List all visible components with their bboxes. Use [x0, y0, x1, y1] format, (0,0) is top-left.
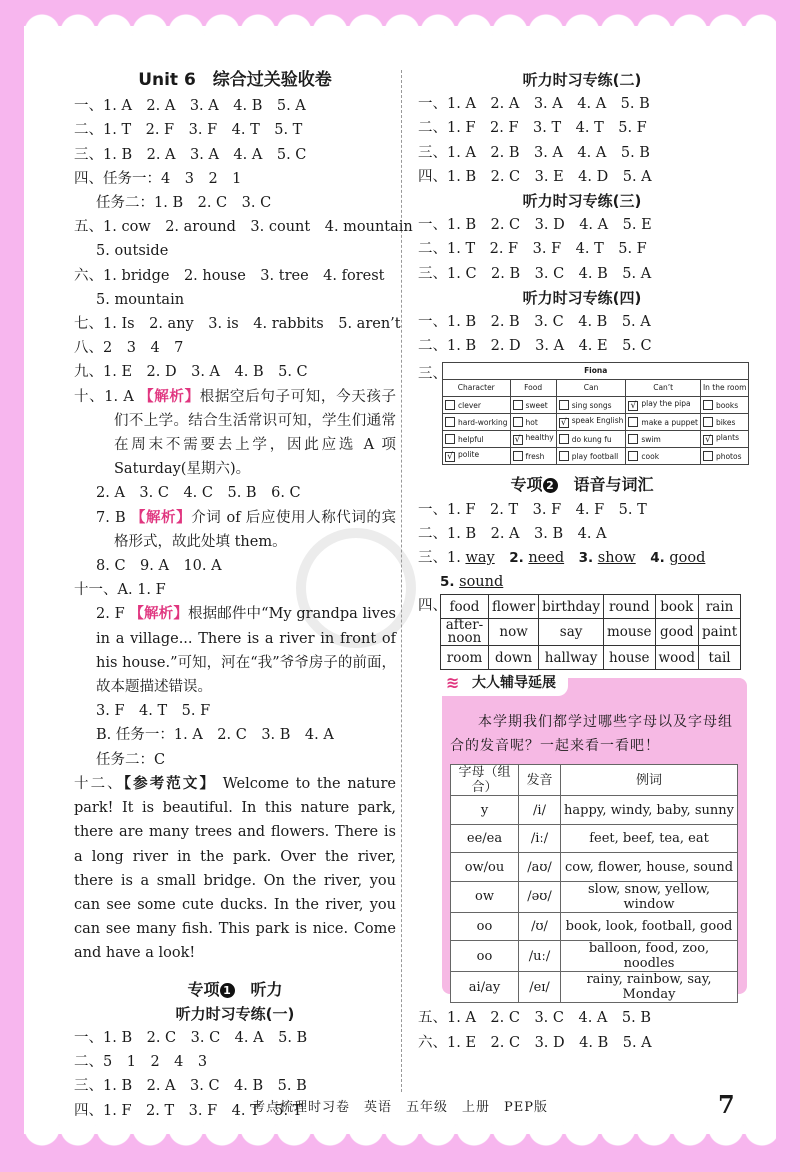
- word-cell: tail: [699, 646, 741, 670]
- answer-line: 六、1. E 2. C 3. D 4. B 5. A: [418, 1034, 652, 1051]
- answer-line: B. 任务一：1. A 2. C 3. B 4. A: [96, 727, 334, 744]
- fiona-cell: [443, 448, 511, 465]
- phonics-cell: /eɪ/: [519, 972, 561, 1003]
- fiona-row: [443, 414, 749, 431]
- answer-word: sound: [459, 574, 504, 591]
- answer-line: 二、1. T 2. F 3. F 4. T 5. F: [418, 241, 647, 258]
- fiona-row: [443, 448, 749, 465]
- answer-line: 三、1. A 2. B 3. A 4. A 5. B: [418, 144, 650, 161]
- answer-line: 五、1. A 2. C 3. C 4. A 5. B: [418, 1010, 652, 1027]
- fiona-cell: [700, 448, 748, 465]
- phonics-cell: balloon, food, zoo, noodles: [561, 941, 738, 972]
- fiona-cell: [510, 431, 556, 448]
- word-cell: now: [489, 619, 539, 646]
- explanation-text: 根据邮件中“My grandpa lives in a village... There is a river in front of his house.”可知，河在“我”爷爷房子的前面，故本题描述错误。: [96, 606, 396, 696]
- answer-line: 一、1. A 2. A 3. A 4. A 5. B: [418, 96, 650, 113]
- subsection-heading: 听力时习专练(四): [522, 288, 642, 307]
- fiona-cell: [626, 397, 701, 414]
- question-number: 四、: [418, 598, 447, 615]
- fiona-item: make a puppet: [641, 418, 698, 428]
- word-cell: food: [441, 595, 489, 619]
- fiona-cell: [700, 397, 748, 414]
- phonics-header: 例词: [561, 765, 738, 796]
- answer-line: 三、1. way 2. need 3. show 4. good: [418, 550, 706, 567]
- checkbox: √: [445, 452, 455, 462]
- fiona-item: sweet: [525, 401, 548, 411]
- word-cell: wood: [655, 646, 698, 670]
- answer-line: 3. F 4. T 5. F: [96, 703, 211, 720]
- fiona-cell: [626, 448, 701, 465]
- section-label: 专项: [187, 979, 220, 999]
- unit-title: Unit 6 综合过关验收卷: [138, 70, 332, 90]
- section-heading: [418, 473, 746, 497]
- fiona-item: healthy: [525, 432, 554, 442]
- phonics-row: [451, 912, 738, 941]
- word-row: [441, 619, 741, 646]
- fiona-item: cook: [641, 452, 660, 462]
- answer-line: 一、1. A 2. A 3. A 4. B 5. A: [74, 98, 306, 115]
- fiona-row: [443, 397, 749, 414]
- word-cell: room: [441, 646, 489, 670]
- answer-line: 五、1. cow 2. around 3. count 4. mountain: [74, 219, 413, 236]
- fiona-row: [443, 431, 749, 448]
- answer-line: 任务二：1. B 2. C 3. C: [96, 195, 272, 212]
- fiona-item: play the pipa: [641, 398, 691, 408]
- answer-explanation: [74, 602, 396, 699]
- answer-line: 二、1. F 2. F 3. T 4. T 5. F: [418, 120, 647, 137]
- answer-line: 四、任务一：4 3 2 1: [74, 170, 242, 187]
- phonics-cell: ow/ou: [451, 853, 519, 882]
- answer-line: 八、2 3 4 7: [74, 340, 184, 357]
- answer-explanation: [74, 385, 396, 482]
- section-label: 专项: [510, 475, 543, 495]
- model-essay: [74, 772, 396, 966]
- phonics-table: [450, 764, 738, 1003]
- phonics-row: [451, 853, 738, 882]
- answer-word: way: [465, 550, 495, 567]
- answer-word: good: [669, 550, 706, 567]
- fiona-item: sing songs: [571, 401, 612, 411]
- fiona-title: Fiona: [443, 363, 749, 380]
- phonics-cell: /uː/: [519, 941, 561, 972]
- checkbox: [513, 417, 523, 427]
- phonics-cell: feet, beef, tea, eat: [561, 824, 738, 853]
- word-sort-table: [440, 594, 741, 670]
- fiona-item: helpful: [458, 435, 484, 445]
- word-row: [441, 646, 741, 670]
- answer-line: 一、1. B 2. C 3. D 4. A 5. E: [418, 217, 652, 234]
- checkbox: √: [559, 418, 569, 428]
- phonics-cell: book, look, football, good: [561, 912, 738, 941]
- word-cell: rain: [699, 595, 741, 619]
- phonics-cell: /ʊ/: [519, 912, 561, 941]
- fiona-cell: [443, 431, 511, 448]
- fiona-cell: [626, 431, 701, 448]
- phonics-cell: rainy, rainbow, say, Monday: [561, 972, 738, 1003]
- analysis-label: 【解析】: [130, 509, 192, 526]
- phonics-row: [451, 941, 738, 972]
- word-cell: down: [489, 646, 539, 670]
- fiona-item: bikes: [715, 418, 736, 428]
- fiona-header: Food: [510, 380, 556, 397]
- phonics-header: 字母（组合）: [451, 765, 519, 796]
- section-number-badge: 1: [220, 983, 235, 998]
- question-number: 三、1.: [418, 550, 461, 567]
- word-cell: book: [655, 595, 698, 619]
- checkbox: [628, 451, 638, 461]
- explanation-text: 根据空后句子可知，今天孩子们不上学。结合生活常识可知，学生们通常在周末不需要去上学，因此应选 A 项 Saturday(星期六)。: [114, 388, 397, 478]
- answer-line: 任务二：C: [96, 751, 166, 768]
- model-essay-label: 【参考范文】: [123, 774, 217, 792]
- checkbox: [445, 400, 455, 410]
- section-heading: [74, 978, 396, 1002]
- left-edge-decoration: [12, 56, 24, 1092]
- fiona-cell: [700, 431, 748, 448]
- phonics-cell: ai/ay: [451, 972, 519, 1003]
- answer-text: 十、1. A: [74, 388, 134, 405]
- phonics-cell: ee/ea: [451, 824, 519, 853]
- word-row: [441, 595, 741, 619]
- answer-line: 七、1. Is 2. any 3. is 4. rabbits 5. aren’t: [74, 316, 401, 333]
- answer-line: 2. A 3. C 4. C 5. B 6. C: [96, 485, 301, 502]
- phonics-row: [451, 796, 738, 825]
- phonics-cell: oo: [451, 912, 519, 941]
- explanation-text: 介词 of 后应使用人称代词的宾格形式，故此处填 them。: [114, 509, 396, 550]
- checkbox: [703, 417, 713, 427]
- subsection-heading: 听力时习专练(二): [522, 71, 642, 89]
- phonics-cell: y: [451, 796, 519, 825]
- phonics-cell: oo: [451, 941, 519, 972]
- page-footer: 考点梳理时习卷 英语 五年级 上册 PEP版: [252, 1100, 548, 1115]
- word-cell: house: [604, 646, 656, 670]
- fiona-table: [442, 362, 749, 465]
- fiona-header: In the room: [700, 380, 748, 397]
- answer-line: 三、1. C 2. B 3. C 4. B 5. A: [418, 265, 652, 282]
- phonics-cell: slow, snow, yellow, window: [561, 881, 738, 912]
- answer-explanation: [74, 506, 396, 554]
- word-cell: hallway: [539, 646, 604, 670]
- answer-text: 7. B: [96, 509, 126, 526]
- fiona-item: fresh: [525, 452, 545, 462]
- answer-line: 一、1. F 2. T 3. F 4. F 5. T: [418, 501, 647, 518]
- fiona-cell: [443, 414, 511, 431]
- fiona-item: plants: [715, 432, 739, 442]
- answer-line: 九、1. E 2. D 3. A 4. B 5. C: [74, 364, 308, 381]
- answer-line: 5. mountain: [96, 291, 185, 308]
- phonics-cell: ow: [451, 881, 519, 912]
- section-number-badge: 2: [543, 478, 558, 493]
- answer-text: 2. F: [96, 606, 125, 623]
- word-sort-block: [418, 594, 746, 670]
- word-cell: flower: [489, 595, 539, 619]
- word-cell: paint: [699, 619, 741, 646]
- word-cell: birthday: [539, 595, 604, 619]
- page-number: 7: [718, 1090, 735, 1119]
- fiona-cell: [626, 414, 701, 431]
- answer-word: need: [528, 550, 565, 567]
- checkbox: [513, 451, 523, 461]
- checkbox: [628, 434, 638, 444]
- section-name: 听力: [234, 979, 283, 999]
- fiona-cell: [556, 414, 626, 431]
- parent-guide-tag: [438, 670, 568, 696]
- parent-guide-box: [442, 673, 747, 1003]
- checkbox: [559, 434, 569, 444]
- checkbox: [703, 400, 713, 410]
- phonics-header: 发音: [519, 765, 561, 796]
- checkbox: [513, 400, 523, 410]
- question-number: 三、: [418, 366, 447, 383]
- top-scallop-border: [24, 26, 776, 66]
- fiona-cell: [510, 397, 556, 414]
- checkbox: √: [628, 401, 638, 411]
- phonics-cell: /əʊ/: [519, 881, 561, 912]
- fiona-cell: [556, 397, 626, 414]
- fiona-item: clever: [458, 401, 481, 411]
- fiona-cell: [700, 414, 748, 431]
- checkbox: [445, 434, 455, 444]
- checkbox: √: [703, 435, 713, 445]
- analysis-label: 【解析】: [129, 606, 188, 623]
- subsection-heading: 听力时习专练(三): [522, 192, 642, 211]
- fiona-item: speak English: [571, 415, 624, 425]
- answer-line: 一、1. B 2. C 3. C 4. A 5. B: [74, 1029, 308, 1046]
- fiona-cell: [556, 431, 626, 448]
- phonics-cell: /i/: [519, 796, 561, 825]
- answer-line: 三、1. B 2. A 3. A 4. A 5. C: [74, 146, 307, 163]
- fiona-item: play football: [571, 452, 619, 462]
- parent-guide-intro: 本学期我们都学过哪些字母以及字母组合的发音呢？一起来看一看吧！: [450, 714, 733, 755]
- fiona-cell: [510, 414, 556, 431]
- phonics-row: [451, 824, 738, 853]
- fiona-item: hot: [525, 418, 538, 428]
- answer-line: 8. C 9. A 10. A: [96, 558, 222, 575]
- answer-line: 5. outside: [96, 243, 169, 260]
- checkbox: √: [513, 435, 523, 445]
- answer-line: 四、1. F 2. T 3. F 4. T 5. T: [74, 1102, 303, 1119]
- phonics-row: [451, 881, 738, 912]
- word-cell: after-noon: [441, 619, 489, 646]
- fiona-cell: [443, 397, 511, 414]
- word-cell: say: [539, 619, 604, 646]
- phonics-cell: /aʊ/: [519, 853, 561, 882]
- phonics-cell: cow, flower, house, sound: [561, 853, 738, 882]
- answer-line: 四、1. B 2. C 3. E 4. D 5. A: [418, 168, 652, 185]
- fiona-header: Can’t: [626, 380, 701, 397]
- fiona-item: do kung fu: [571, 435, 612, 445]
- checkbox: [445, 417, 455, 427]
- answer-line: 六、1. bridge 2. house 3. tree 4. forest: [74, 267, 385, 284]
- model-essay-text: Welcome to the nature park! It is beautiful. In this nature park, there are many trees and flowers. There is a long river in the park. Over the river, there is a small bridge. On the river, you can see some cute ducks. In the river, you can see many fish. This park is nice. Come and have a look!: [74, 775, 396, 962]
- fiona-header: Character: [443, 380, 511, 397]
- analysis-label: 【解析】: [139, 388, 200, 405]
- wave-icon: ≋: [446, 673, 460, 693]
- word-cell: mouse: [604, 619, 656, 646]
- answer-line: 十一、A. 1. F: [74, 582, 166, 599]
- fiona-item: books: [715, 401, 739, 411]
- fiona-cell: [510, 448, 556, 465]
- fiona-item: polite: [458, 449, 480, 459]
- fiona-item: swim: [641, 435, 661, 445]
- answer-word: show: [597, 550, 636, 567]
- fiona-item: hard-working: [458, 418, 508, 428]
- answer-line: 二、1. B 2. D 3. A 4. E 5. C: [418, 338, 652, 355]
- fiona-block: [418, 362, 746, 465]
- fiona-header: Can: [556, 380, 626, 397]
- checkbox: [703, 451, 713, 461]
- word-cell: good: [655, 619, 698, 646]
- answer-line: 二、5 1 2 4 3: [74, 1054, 208, 1071]
- checkbox: [559, 400, 569, 410]
- fiona-cell: [556, 448, 626, 465]
- subsection-heading: 听力时习专练(一): [175, 1004, 295, 1023]
- parent-guide-title: 大人辅导延展: [472, 675, 556, 692]
- answer-line: 二、1. B 2. A 3. B 4. A: [418, 525, 607, 542]
- question-number: 十二、: [74, 775, 124, 792]
- phonics-cell: /iː/: [519, 824, 561, 853]
- answer-line: 5. sound: [440, 574, 504, 591]
- answer-line: 三、1. B 2. A 3. C 4. B 5. B: [74, 1078, 307, 1095]
- section-name: 语音与词汇: [557, 475, 654, 495]
- right-column: [418, 68, 746, 1055]
- checkbox: [628, 417, 638, 427]
- fiona-item: photos: [715, 452, 742, 462]
- phonics-cell: happy, windy, baby, sunny: [561, 796, 738, 825]
- phonics-row: [451, 972, 738, 1003]
- right-edge-decoration: [776, 56, 788, 1092]
- answer-line: 二、1. T 2. F 3. F 4. T 5. T: [74, 122, 303, 139]
- word-cell: round: [604, 595, 656, 619]
- answer-line: 一、1. B 2. B 3. C 4. B 5. A: [418, 314, 651, 331]
- checkbox: [559, 451, 569, 461]
